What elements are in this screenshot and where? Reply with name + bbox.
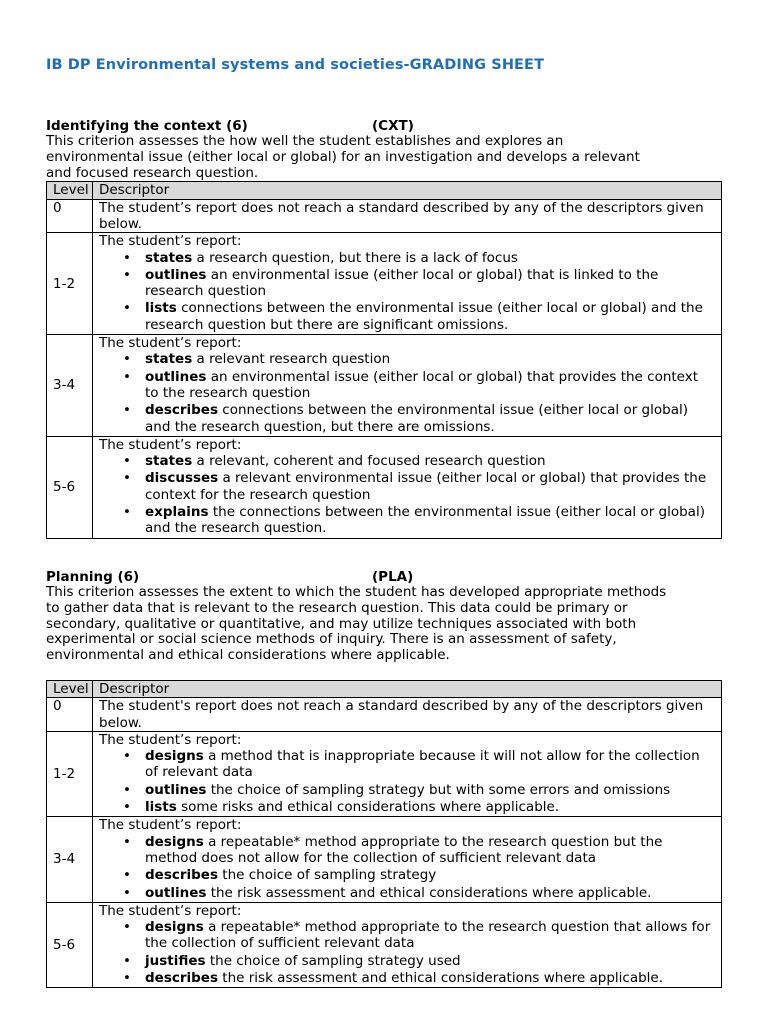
item-text: a repeatable* method appropriate to the research question that allows for the collection of sufficient relevant data — [145, 919, 711, 952]
list-item — [145, 250, 715, 266]
level-column-header: Level — [47, 680, 93, 697]
descriptor-column-header: Descriptor — [93, 182, 722, 199]
command-verb: describes — [145, 970, 218, 987]
list-item — [145, 300, 715, 333]
command-verb: discusses — [145, 470, 219, 487]
section-code: (PLA) — [372, 569, 414, 585]
item-text: a relevant, coherent and focused research question — [192, 453, 546, 470]
descriptor-list — [99, 919, 715, 986]
descriptor-intro: The student’s report: — [99, 233, 242, 250]
descriptor-cell — [93, 233, 722, 335]
table-row — [47, 817, 722, 902]
table-row — [47, 335, 722, 437]
level-cell: 5-6 — [47, 436, 93, 538]
descriptor-cell — [93, 902, 722, 987]
item-text: a relevant environmental issue (either local or global) that provides the context for the research question — [145, 470, 707, 503]
command-verb: describes — [145, 867, 218, 884]
item-text: some risks and ethical considerations where applicable. — [176, 799, 560, 816]
table-row — [47, 233, 722, 335]
rubric-table — [46, 680, 722, 988]
descriptor-intro: The student’s report: — [99, 902, 242, 919]
command-verb: outlines — [145, 884, 207, 901]
section-heading — [46, 569, 722, 585]
list-item — [145, 267, 715, 300]
level-cell: 0 — [47, 199, 93, 233]
descriptor-cell — [93, 817, 722, 902]
list-item — [145, 867, 715, 883]
item-text: an environmental issue (either local or global) that is linked to the research question — [145, 266, 659, 300]
command-verb: states — [145, 249, 193, 266]
descriptor-list — [99, 748, 715, 815]
item-text: the connections between the environmental issue (either local or global) and the research question. — [145, 504, 705, 537]
table-row — [47, 199, 722, 233]
command-verb: designs — [145, 748, 204, 765]
level-cell: 1-2 — [47, 731, 93, 816]
section-planning — [46, 569, 722, 988]
command-verb: outlines — [145, 781, 207, 798]
command-verb: explains — [145, 504, 209, 521]
item-text: a repeatable* method appropriate to the research question but the method does not allow for the collection of sufficient relevant data — [145, 833, 663, 866]
descriptor-list — [99, 351, 715, 434]
table-row — [47, 902, 722, 987]
command-verb: lists — [145, 799, 177, 816]
descriptor-list — [99, 834, 715, 901]
table-header-row — [47, 680, 722, 697]
descriptor-cell — [93, 731, 722, 816]
list-item — [145, 885, 715, 901]
section-code: (CXT) — [372, 118, 414, 134]
table-header-row — [47, 182, 722, 199]
table-row — [47, 436, 722, 538]
list-item — [145, 953, 715, 969]
descriptor-intro: The student’s report: — [99, 436, 242, 453]
level-cell: 5-6 — [47, 902, 93, 987]
item-text: the choice of sampling strategy but with some errors and omissions — [206, 781, 671, 798]
descriptor-column-header: Descriptor — [93, 680, 722, 697]
descriptor-cell: The student’s report does not reach a standard described by any of the descriptors given below. — [93, 199, 722, 233]
list-item — [145, 369, 715, 402]
descriptor-list — [99, 250, 715, 333]
item-text: an environmental issue (either local or global) that provides the context to the research question — [145, 368, 699, 401]
list-item — [145, 504, 715, 537]
item-text: the risk assessment and ethical considerations where applicable. — [206, 884, 652, 901]
list-item — [145, 782, 715, 798]
list-item — [145, 748, 715, 781]
item-text: the risk assessment and ethical considerations where applicable. — [218, 970, 664, 987]
section-title: Planning (6) — [46, 569, 140, 585]
command-verb: lists — [145, 300, 177, 317]
document-title: IB DP Environmental systems and societies-GRADING SHEET — [46, 57, 545, 73]
descriptor-intro: The student’s report: — [99, 817, 242, 834]
table-row — [47, 698, 722, 732]
command-verb: states — [145, 453, 193, 470]
list-item — [145, 402, 715, 435]
section-heading — [46, 118, 722, 134]
item-text: the choice of sampling strategy used — [205, 952, 461, 969]
list-item — [145, 351, 715, 367]
descriptor-list — [99, 453, 715, 536]
item-text: the choice of sampling strategy — [218, 867, 437, 884]
command-verb: justifies — [145, 952, 206, 969]
descriptor-intro: The student’s report: — [99, 335, 242, 352]
list-item — [145, 834, 715, 867]
section-title: Identifying the context (6) — [46, 118, 248, 134]
level-cell: 3-4 — [47, 817, 93, 902]
level-cell: 1-2 — [47, 233, 93, 335]
list-item — [145, 470, 715, 503]
list-item — [145, 453, 715, 469]
list-item — [145, 799, 715, 815]
item-text: connections between the environmental issue (either local or global) and the research question, but there are omissions. — [145, 402, 688, 435]
command-verb: states — [145, 351, 193, 368]
command-verb: outlines — [145, 266, 207, 283]
list-item — [145, 970, 715, 986]
item-text: connections between the environmental issue (either local or global) and the research question but there are significant omissions. — [145, 300, 703, 333]
command-verb: designs — [145, 833, 204, 850]
rubric-table — [46, 181, 722, 538]
item-text: a method that is inappropriate because it will not allow for the collection of relevant data — [145, 748, 700, 781]
command-verb: describes — [145, 402, 218, 419]
item-text: a relevant research question — [192, 351, 391, 368]
descriptor-cell — [93, 335, 722, 437]
section-description: This criterion assesses the how well the student establishes and explores an environmental issue (either local or global) for an investigation and develops a relevant and focused research question. — [46, 133, 640, 181]
table-row — [47, 731, 722, 816]
level-cell: 3-4 — [47, 335, 93, 437]
descriptor-intro: The student’s report: — [99, 731, 242, 748]
list-item — [145, 919, 715, 952]
command-verb: outlines — [145, 368, 207, 385]
section-description: This criterion assesses the extent to which the student has developed appropriate methods to gather data that is relevant to the research question. This data could be primary or secondary, qualitative or quantitative, and may utilize techniques associated with both experimental or social science methods of inquiry. There is an assessment of safety, environmental and ethical considerations where applicable. — [46, 584, 667, 664]
descriptor-cell: The student's report does not reach a standard described by any of the descriptors given below. — [93, 698, 722, 732]
descriptor-cell — [93, 436, 722, 538]
section-context — [46, 118, 722, 539]
level-cell: 0 — [47, 698, 93, 732]
command-verb: designs — [145, 919, 204, 936]
item-text: a research question, but there is a lack of focus — [192, 249, 518, 266]
level-column-header: Level — [47, 182, 93, 199]
